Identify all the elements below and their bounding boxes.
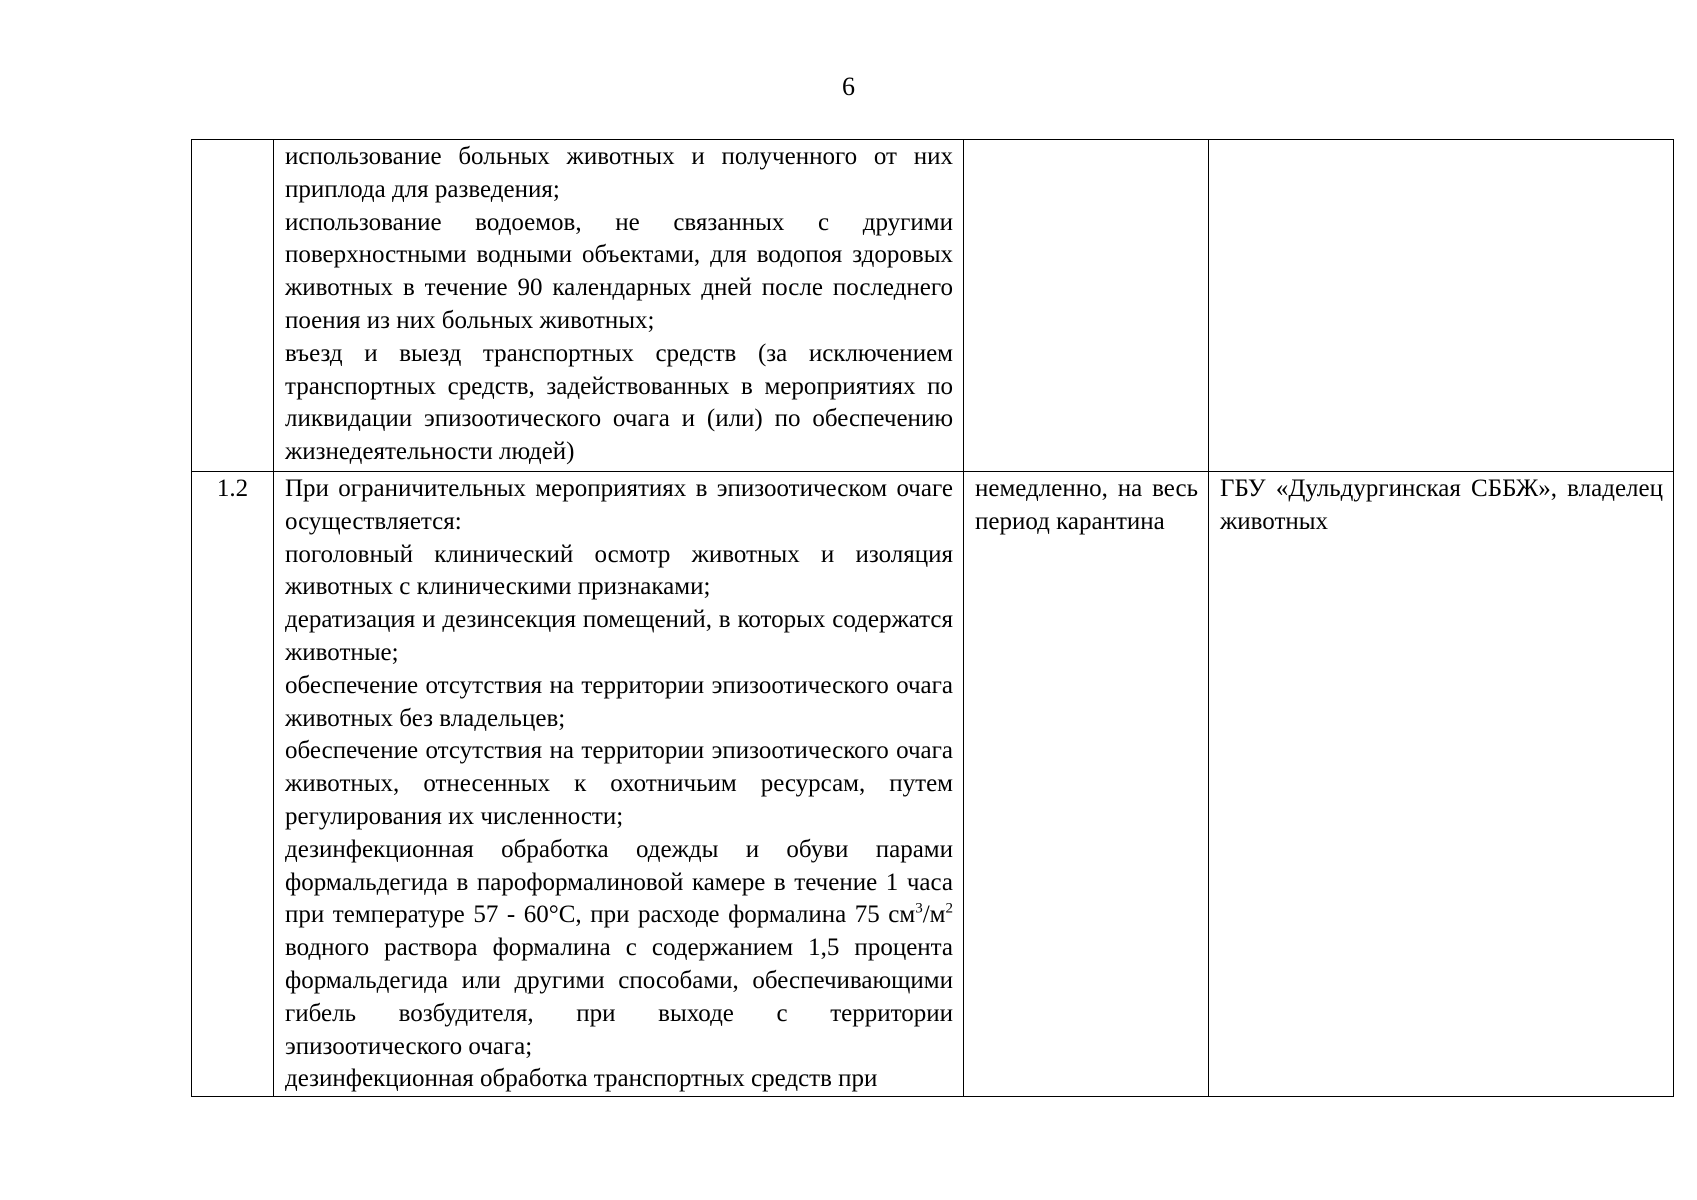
term-cell <box>964 140 1209 472</box>
table-row <box>192 140 1674 472</box>
row-number-cell: 1.2 <box>192 472 274 1097</box>
term-cell <box>964 472 1209 1097</box>
row-number-cell <box>192 140 274 472</box>
measure-text-cell <box>274 472 964 1097</box>
measure-paragraph: поголовный клинический осмотр животных и изоляция животных с клиническими признаками; <box>285 540 953 601</box>
table-row <box>192 472 1674 1097</box>
unit-separator: /м <box>922 901 946 929</box>
responsible-cell <box>1209 472 1674 1097</box>
measure-paragraph: дезинфекционная обработка транспортных средств при <box>285 1065 878 1093</box>
measure-paragraph: дератизация и дезинсекция помещений, в которых содержатся животные; <box>285 606 953 666</box>
measure-paragraph: использование больных животных и полученного от них приплода для разведения; <box>285 143 953 203</box>
measure-text-cell <box>274 140 964 472</box>
measure-paragraph: въезд и выезд транспортных средств (за исключением транспортных средств, задействованных в мероприятиях по ликвидации эпизоотического очага и (или) по обеспечению жизнедеятельности людей) <box>285 339 953 466</box>
measure-paragraph: обеспечение отсутствия на территории эпизоотического очага животных без владельцев; <box>285 671 953 732</box>
measure-paragraph: обеспечение отсутствия на территории эпизоотического очага животных, отнесенных к охотничьим ресурсам, путем регулирования их численности; <box>285 737 953 830</box>
measure-paragraph: При ограничительных мероприятиях в эпизоотическом очаге осуществляется: <box>285 475 953 535</box>
responsible-cell <box>1209 140 1674 472</box>
measures-table <box>191 139 1674 1097</box>
superscript-2: 2 <box>945 901 953 918</box>
term-text: немедленно, на весь период карантина <box>975 475 1198 535</box>
disinfection-text-rest: водного раствора формалина с содержанием 1,5 процента формальдегида или другими способами, обеспечивающими гибель возбудителя, при выходе с территории эпизоотического очага; <box>285 934 953 1060</box>
superscript-3: 3 <box>915 901 923 918</box>
page-number: 6 <box>842 72 855 101</box>
disinfection-text-part: дезинфекционная обработка одежды и обуви парами формальдегида в пароформалиновой камере в течение 1 часа при температуре 57 - 60°С, при расходе формалина 75 см <box>285 835 953 929</box>
measure-paragraph-disinfection <box>285 834 953 1064</box>
measure-paragraph: использование водоемов, не связанных с другими поверхностными водными объектами, для водопоя здоровых животных в течение 90 календарных дней после последнего поения из них больных животных; <box>285 208 953 334</box>
responsible-text: ГБУ «Дульдургинская СББЖ», владелец животных <box>1220 475 1663 535</box>
